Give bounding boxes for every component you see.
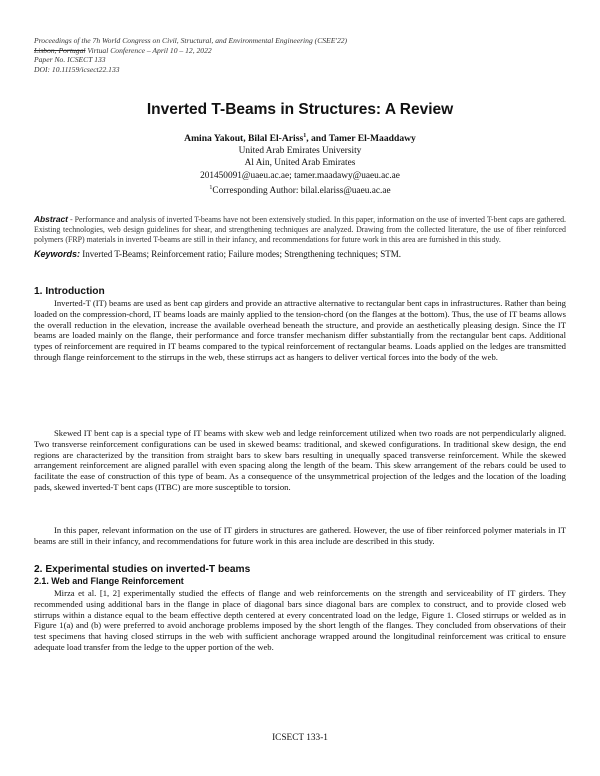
affiliation-block (0, 145, 600, 197)
abstract-text: - Performance and analysis of inverted T-beams have not been extensively studied. In this paper, information on the use of inverted T-bent caps are gathered. Existing technologies, web design guidelines for shear, and strengthening techniques are analyzed. Drawing from the collected literature, the use of fiber reinforced polymers (FRP) materials in inverted T-beams are still in their infancy, and recommendations for future work in this area are furnished in this study. (34, 215, 566, 244)
author-names-rest: , and Tamer El-Maaddawy (306, 133, 416, 145)
keywords-label: Keywords: (34, 249, 81, 259)
paper-title: Inverted T-Beams in Structures: A Review (146, 101, 454, 118)
abstract-label: Abstract (34, 214, 68, 224)
corresponding-superscript: 1 (209, 184, 213, 191)
page-footer: ICSECT 133-1 (272, 733, 328, 743)
affiliation-university: United Arab Emirates University (238, 146, 362, 156)
section-1-paragraph-1: Inverted-T (IT) beams are used as bent cap girders and provide an attractive alternative to rectangular bent caps in infrastructures. Rather than being loaded on the compression-chord, IT beams loads are mainly applied to the tension-chord (on the flanges at the bottom). Thus, the use of IT beams allows the overall reduction in the elevation, increase the available overhead beneath the structure, and provide an aesthetically pleasing design. Since the IT beams are loaded mainly on the flange, their performance and force transfer mechanism differ substantially from the rectangular bent caps. Additional types of reinforcement are required in IT beams compared to the typical reinforcement of rectangular beams. Loads applied on the ledges are transmitted through flange reinforcement to the stirrups in the web, these stirrups act as hangers to deliver vertical forces into the body of the web. (34, 298, 566, 362)
keywords-line (34, 249, 566, 260)
section-1-paragraph-2: Skewed IT bent cap is a special type of IT beams with skew web and ledge reinforcement utilized when two roads are not perpendicularly aligned. Two transverse reinforcement configurations can be used in skewed beams: traditional, and skewed configurations. In traditional skew design, the end regions are characterized by the transition from straight bars to skew bars resulting in unequally spaced transverse reinforcement. While the skewed arrangement reinforcement are aligned parallel with even spacing along the length of the beam. This skew arrangement of the rebars could be used to facilitate the ease of construction of this type of beam. As a consequence of the unsymmetrical projection of the ledges and the location of the loading pads, skewed inverted-T bent caps (ITBC) are more susceptible to torsion. (34, 428, 566, 492)
section-1-paragraph-3: In this paper, relevant information on the use of IT girders in structures are gathered. However, the use of fiber reinforced polymer materials in IT beams are still in their infancy, and recommendations for future work in this area include are described in this study. (34, 525, 566, 546)
header-paper-number: Paper No. ICSECT 133 (34, 55, 106, 65)
proceedings-header (34, 36, 347, 74)
affiliation-emails: 201450091@uaeu.ac.ae; tamer.maadawy@uaeu.ac.ae (200, 170, 400, 181)
header-doi: DOI: 10.11159/icsect22.133 (34, 64, 120, 74)
author-superscript: 1 (303, 133, 307, 139)
header-line-1: Proceedings of the 7h World Congress on Civil, Structural, and Environmental Engineering (CSEE'22) (34, 36, 348, 45)
affiliation-city: Al Ain, United Arab Emirates (244, 158, 356, 169)
abstract-paragraph (34, 214, 566, 245)
header-conference-date: Virtual Conference – April 10 – 12, 2022 (85, 45, 212, 55)
keywords-text: Inverted T-Beams; Reinforcement ratio; Failure modes; Strengthening techniques; STM. (80, 249, 401, 259)
author-list (0, 133, 600, 144)
corresponding-text: Corresponding Author: bilal.elariss@uaeu.ac.ae (212, 185, 391, 196)
section-2-paragraph-1: Mirza et al. [1, 2] experimentally studied the effects of flange and web reinforcements on the strength and serviceability of IT girders. They recommended using additional bars in the flange in place of diagonal bars since diagonal bars are complex to construct, and to provide closed web stirrups within a distance equal to the beam effective depth centered at every concentrated load on the ledge, Figure 1. Closed stirrups or welded as in Figure 1(a) and (b) were preferred to avoid anchorage problems imposed by the short length of the flanges. They concluded from observations of their test specimens that having closed stirrups in the web with sufficient anchorage wrapped around the longitudinal reinforcement was critical to ensure adequate load transfer from the ledge to the upper portion of the web. (34, 588, 566, 652)
corresponding-author (0, 182, 600, 197)
section-1-heading: 1. Introduction (34, 286, 105, 297)
header-strike-location: Lisbon, Portugal (34, 45, 86, 55)
author-names: Amina Yakout, Bilal El-Ariss (184, 133, 304, 145)
section-2-heading: 2. Experimental studies on inverted-T beams (34, 564, 251, 575)
section-2-1-heading: 2.1. Web and Flange Reinforcement (34, 576, 184, 586)
header-line-2 (34, 46, 347, 56)
